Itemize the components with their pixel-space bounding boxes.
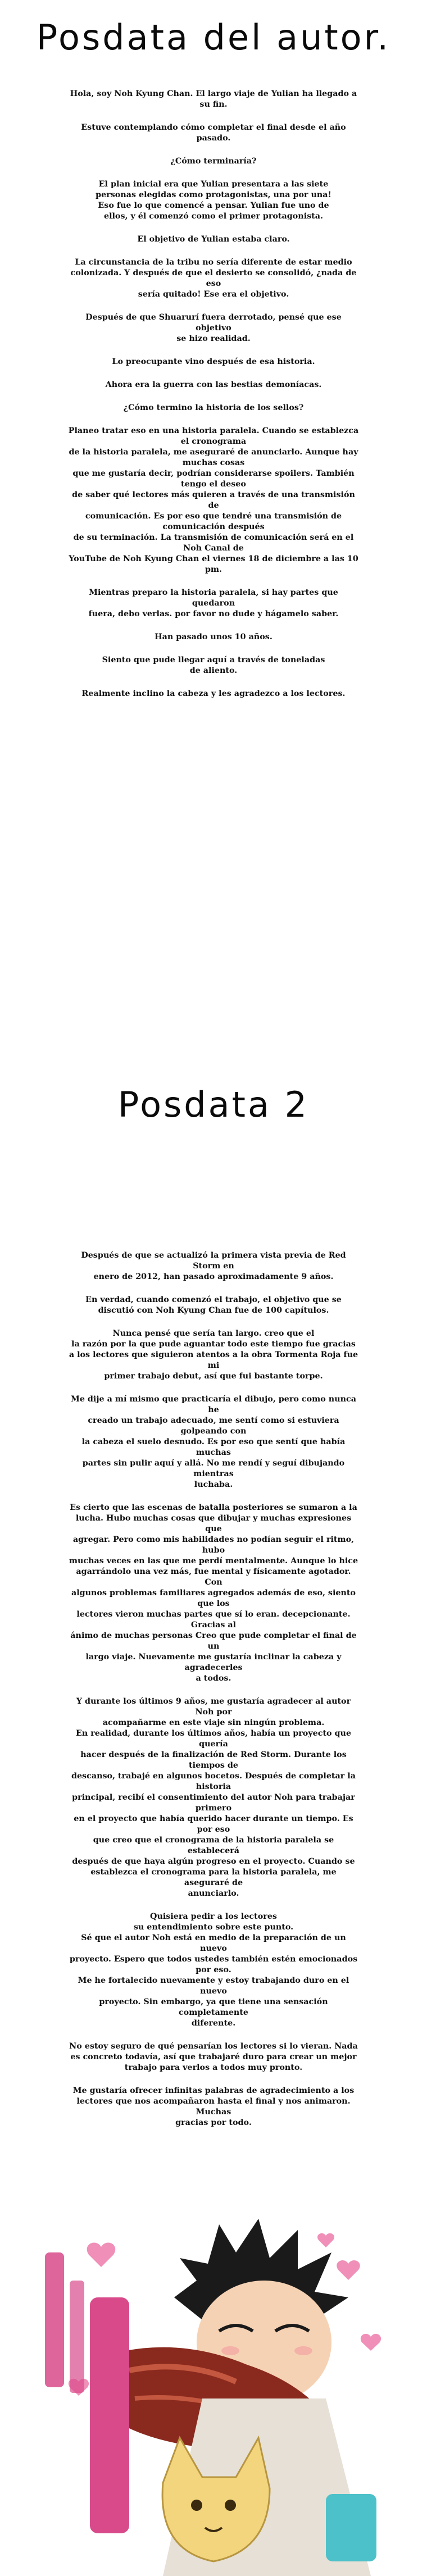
paragraph: Y durante los últimos 9 años, me gustaría agradecer al autor Noh por acompañarme en este viaje sin ningún problema. En realidad, durante los últimos años, había un proyecto que quería hacer después de la finalización de Red Storm. Durante los tiempos de descanso, trabajé en algunos bocetos. Después de completar la historia principal, recibí el consentimiento del autor Noh para trabajar primero en el proyecto que había querido hacer durante un tiempo. Es por eso que creo que el cronograma de la historia paralela se establecerá después de que haya algún progreso en el proyecto. Cuando se establezca el cronograma para la historia paralela, me aseguraré de anunciarlo. xyxy=(71,1697,356,1898)
author-postscript-body xyxy=(67,89,360,712)
paragraph: Después de que se actualizó la primera vista previa de Red Storm en enero de 2012, han pasado aproximadamente 9 años. xyxy=(81,1251,346,1281)
paragraph: Planeo tratar eso en una historia paralela. Cuando se establezca el cronograma de la historia paralela, me aseguraré de anunciarlo. Aunque hay muchas cosas que me gustaría decir, podrían considerarse spoilers. También tengo el deseo de saber qué lectores más quieren a través de una transmisión de comunicación. Es por eso que tendré una transmisión de comunicación después de su terminación. La transmisión de comunicación será en el Noh Canal de YouTube de Noh Kyung Chan el viernes 18 de diciembre a las 10 pm. xyxy=(68,426,359,574)
postscript-2-body xyxy=(67,1250,360,2141)
paragraph: Mientras preparo la historia paralela, si hay partes que quedaron fuera, debo verlas. por favor no dude y hágamelo saber. xyxy=(88,588,339,618)
paragraph: Me dije a mí mismo que practicaría el dibujo, pero como nunca he creado un trabajo adecuado, me sentí como si estuviera golpeando con la cabeza el suelo desnudo. Es por eso que sentí que había muchas partes sin pulir aquí y allá. No me rendí y seguí dibujando mientras luchaba. xyxy=(71,1395,356,1489)
paragraph: Me gustaría ofrecer infinitas palabras de agradecimiento a los lectores que nos acompañaron hasta el final y nos animaron. Muchas gracias por todo. xyxy=(72,2086,355,2127)
paragraph: ¿Cómo terminaría? xyxy=(170,157,257,166)
paragraph: En verdad, cuando comenzó el trabajo, el objetivo que se discutió con Noh Kyung Chan fue de 100 capítulos. xyxy=(85,1295,342,1315)
section-title-postscript-2: Posdata 2 xyxy=(117,1084,310,1125)
paragraph: Quisiera pedir a los lectores su entendimiento sobre este punto. Sé que el autor Noh está en medio de la preparación de un nuevo proyecto. Espero que todos ustedes también estén emocionados por eso. Me he fortalecido nuevamente y estoy trabajando duro en el nuevo proyecto. Sin embargo, ya que tiene una sensación completamente diferente. xyxy=(69,1912,358,2028)
paragraph: Ahora era la guerra con las bestias demoníacas. xyxy=(105,380,322,389)
paragraph: El objetivo de Yulian estaba claro. xyxy=(137,235,290,244)
paragraph: Siento que pude llegar aquí a través de toneladas de aliento. xyxy=(102,656,325,675)
paragraph: No estoy seguro de qué pensarían los lectores si lo vieran. Nada es concreto todavía, así que trabajaré duro para crear un mejor trabajo para verlos a todos muy pronto. xyxy=(69,2042,358,2072)
paragraph: Han pasado unos 10 años. xyxy=(155,632,272,641)
paragraph: La circunstancia de la tribu no sería diferente de estar medio colonizada. Y después de que el desierto se consolidó, ¿nada de eso sería quitado! Ese era el objetivo. xyxy=(70,258,357,299)
paragraph: Es cierto que las escenas de batalla posteriores se sumaron a la lucha. Hubo muchas cosas que dibujar y muchas expresiones que agregar. Pero como mis habilidades no podían seguir el ritmo, hubo muchas veces en las que me perdí mentalmente. Aunque lo hice agarrándolo una vez más, fue mental y físicamente agotador. Con algunos problemas familiares agregados además de eso, siento que los lectores vieron muchas partes que sí lo eran. decepcionante. Gracias al ánimo de muchas personas Creo que pude completar el final de un largo viaje. Nuevamente me gustaría inclinar la cabeza y agradecerles a todos. xyxy=(69,1503,358,1683)
section-title-author-postscript: Posdata del autor. xyxy=(36,17,391,58)
manga-illustration xyxy=(34,2213,393,2576)
paragraph: Estuve contemplando cómo completar el final desde el año pasado. xyxy=(81,123,346,143)
paragraph: Lo preocupante vino después de esa historia. xyxy=(112,357,315,366)
paragraph: El plan inicial era que Yulian presentara a las siete personas elegidas como protagonistas, una por una! Eso fue lo que comencé a pensar. Yulian fue uno de ellos, y él comenzó como el primer protagonista. xyxy=(96,180,331,221)
paragraph: Nunca pensé que sería tan largo. creo que el la razón por la que pude aguantar todo este tiempo fue gracias a los lectores que siguieron atentos a la obra Tormenta Roja fue mi primer trabajo debut, así que fui bastante torpe. xyxy=(69,1329,358,1381)
paragraph: Después de que Shuarurí fuera derrotado, pensé que ese objetivo se hizo realidad. xyxy=(85,313,342,343)
character-eating-meat-icon xyxy=(34,2213,393,2576)
paragraph: ¿Cómo termino la historia de los sellos? xyxy=(123,403,304,412)
paragraph: Realmente inclino la cabeza y les agradezco a los lectores. xyxy=(81,689,346,698)
paragraph: Hola, soy Noh Kyung Chan. El largo viaje de Yulian ha llegado a su fin. xyxy=(70,89,357,109)
